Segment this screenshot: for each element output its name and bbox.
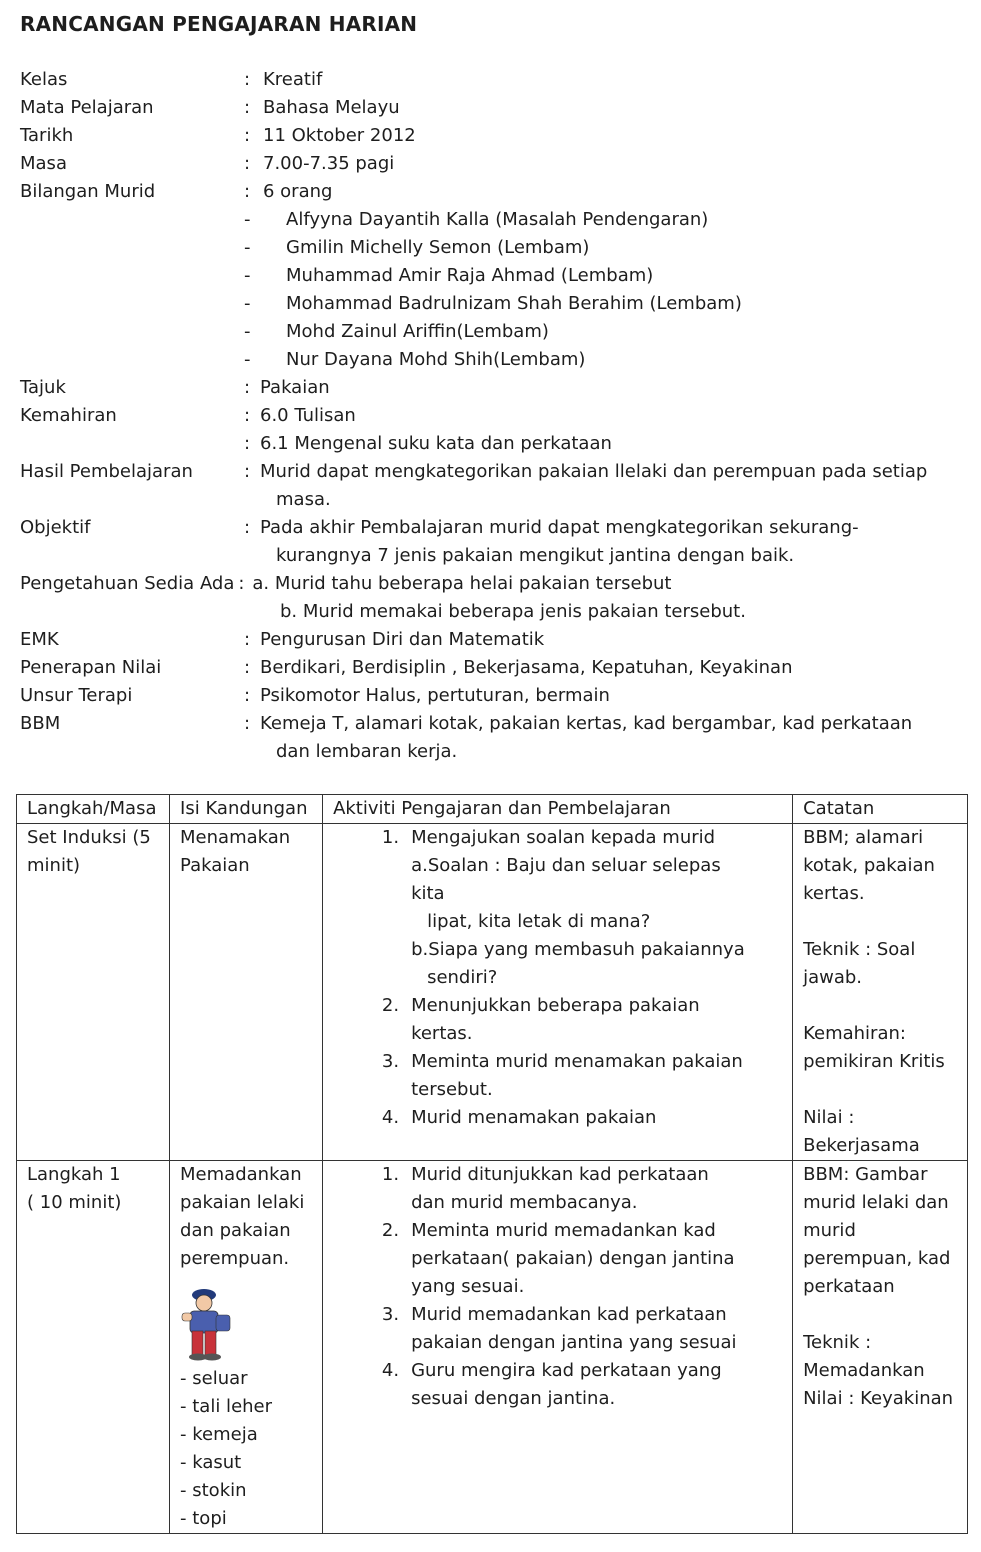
info-row-tajuk: Tajuk : Pakaian [20,374,960,402]
list-item: 2. Menunjukkan beberapa pakaian kertas. [381,995,700,1044]
list-item: 3. Murid memadankan kad perkataan pakaian dengan jantina yang sesuai [381,1304,737,1353]
info-row-emk: EMK : Pengurusan Diri dan Matematik [20,626,960,654]
info-value: Bahasa Melayu [263,97,400,118]
list-item: 2. Meminta murid memadankan kad perkataan( pakaian) dengan jantina yang sesuai. [381,1220,735,1297]
cell-aktiviti [323,1161,793,1534]
cell-isi: Memadankan pakaian lelaki dan pakaian perempuan. - seluar - tali leher - kemeja - kasut - stokin - topi [170,1161,323,1534]
info-row-mata-pelajaran: Mata Pelajaran : Bahasa Melayu [20,94,960,122]
info-label: Mata Pelajaran [20,97,154,118]
student-item: - Muhammad Amir Raja Ahmad (Lembam) [244,265,654,286]
list-item: - stokin [180,1477,312,1505]
info-value: Berdikari, Berdisiplin , Bekerjasama, Kepatuhan, Keyakinan [260,657,793,678]
table-row [17,824,968,1161]
info-row-kelas: Kelas : Kreatif [20,66,960,94]
info-row-bilangan-murid: Bilangan Murid : 6 orang [20,178,960,206]
list-item: 1. Mengajukan soalan kepada murid [381,827,716,848]
document-title: RANCANGAN PENGAJARAN HARIAN [20,12,418,36]
list-item: 1. Murid ditunjukkan kad perkataan dan murid membacanya. [381,1164,709,1213]
student-item: - Mohd Zainul Ariffin(Lembam) [244,321,549,342]
info-row-masa: Masa : 7.00-7.35 pagi [20,150,960,178]
list-item: 4. Murid menamakan pakaian [381,1107,657,1128]
info-label: EMK [20,629,59,650]
list-item: - kemeja [180,1421,312,1449]
clothing-list [180,1365,312,1533]
info-continuation: kurangnya 7 jenis pakaian mengikut jantina dengan baik. [276,545,795,566]
info-label: Penerapan Nilai [20,657,162,678]
cell-langkah: Set Induksi (5 minit) [17,824,170,1161]
info-value: 7.00-7.35 pagi [263,153,395,174]
list-item: 3. Meminta murid menamakan pakaian tersebut. [381,1051,743,1100]
student-item: - Gmilin Michelly Semon (Lembam) [244,237,590,258]
list-item: - kasut [180,1449,312,1477]
header-isi: Isi Kandungan [170,795,323,824]
info-label: Unsur Terapi [20,685,133,706]
cell-catatan: BBM; alamari kotak, pakaian kertas. Teknik : Soal jawab. Kemahiran: pemikiran Kritis Nilai : Bekerjasama [793,824,968,1161]
info-label: BBM [20,713,61,734]
info-row-kemahiran: Kemahiran : 6.0 Tulisan [20,402,960,430]
info-row-tarikh: Tarikh : 11 Oktober 2012 [20,122,960,150]
info-value: Murid dapat mengkategorikan pakaian llelaki dan perempuan pada setiap [260,461,928,482]
info-label: Tarikh [20,125,74,146]
student-item: - Nur Dayana Mohd Shih(Lembam) [244,349,586,370]
header-catatan: Catatan [793,795,968,824]
table-header-row [17,795,968,824]
info-value: 6 orang [263,181,333,202]
info-row-objektif: Objektif : Pada akhir Pembalajaran murid dapat mengkategorikan sekurang- [20,514,960,542]
info-label: Bilangan Murid [20,181,156,202]
cell-catatan: BBM: Gambar murid lelaki dan murid perempuan, kad perkataan Teknik : Memadankan Nilai : Keyakinan [793,1161,968,1534]
info-value: Psikomotor Halus, pertuturan, bermain [260,685,610,706]
lesson-info [20,66,960,766]
list-item: - tali leher [180,1393,312,1421]
cell-langkah: Langkah 1 ( 10 minit) [17,1161,170,1534]
info-row-bbm: BBM : Kemeja T, alamari kotak, pakaian kertas, kad bergambar, kad perkataan [20,710,960,738]
info-value: Pakaian [260,377,330,398]
table-row [17,1161,968,1534]
info-label: Kelas [20,69,68,90]
info-row-terapi: Unsur Terapi : Psikomotor Halus, pertuturan, bermain [20,682,960,710]
header-aktiviti: Aktiviti Pengajaran dan Pembelajaran [323,795,793,824]
list-item: 4. Guru mengira kad perkataan yang sesuai dengan jantina. [381,1360,722,1409]
info-value: 6.0 Tulisan [260,405,356,426]
info-row-pengetahuan: Pengetahuan Sedia Ada : a. Murid tahu beberapa helai pakaian tersebut [20,570,960,598]
info-label: Pengetahuan Sedia Ada [20,573,235,594]
info-value: Kreatif [263,69,323,90]
info-value: 11 Oktober 2012 [263,125,416,146]
info-continuation: b. Murid memakai beberapa jenis pakaian tersebut. [280,601,746,622]
info-value: Kemeja T, alamari kotak, pakaian kertas, kad bergambar, kad perkataan [260,713,913,734]
boy-figure-icon [180,1287,250,1361]
info-label: Tajuk [20,377,66,398]
info-row-hasil: Hasil Pembelajaran : Murid dapat mengkategorikan pakaian llelaki dan perempuan pada setiap [20,458,960,486]
info-row-kemahiran-2: : 6.1 Mengenal suku kata dan perkataan [20,430,960,458]
info-value: Pengurusan Diri dan Matematik [260,629,545,650]
student-item: - Alfyyna Dayantih Kalla (Masalah Pendengaran) [244,209,709,230]
cell-isi: Menamakan Pakaian [170,824,323,1161]
info-continuation: dan lembaran kerja. [276,741,458,762]
info-label: Kemahiran [20,405,117,426]
list-item: - seluar [180,1365,312,1393]
info-value: a. Murid tahu beberapa helai pakaian tersebut [252,573,672,594]
header-langkah: Langkah/Masa [17,795,170,824]
lesson-plan-table [16,794,968,1534]
boy-illustration [180,1287,312,1361]
info-row-nilai: Penerapan Nilai : Berdikari, Berdisiplin , Bekerjasama, Kepatuhan, Keyakinan [20,654,960,682]
list-item: - topi [180,1505,312,1533]
info-label: Objektif [20,517,91,538]
info-value: Pada akhir Pembalajaran murid dapat mengkategorikan sekurang- [260,517,859,538]
info-label: Masa [20,153,67,174]
info-label: Hasil Pembelajaran [20,461,193,482]
student-item: - Mohammad Badrulnizam Shah Berahim (Lembam) [244,293,742,314]
cell-aktiviti: 1. Mengajukan soalan kepada murid a.Soalan : Baju dan seluar selepas kita lipat, kita letak di mana? b.Siapa yang membasuh pakaiannya sendiri? 2. Menunjukkan beberapa pakaian kertas. 3. Meminta murid menamakan pakaian tersebut. 4. Murid menamakan pakaian [323,824,793,1161]
info-continuation: masa. [276,489,331,510]
info-value: 6.1 Mengenal suku kata dan perkataan [260,433,612,454]
